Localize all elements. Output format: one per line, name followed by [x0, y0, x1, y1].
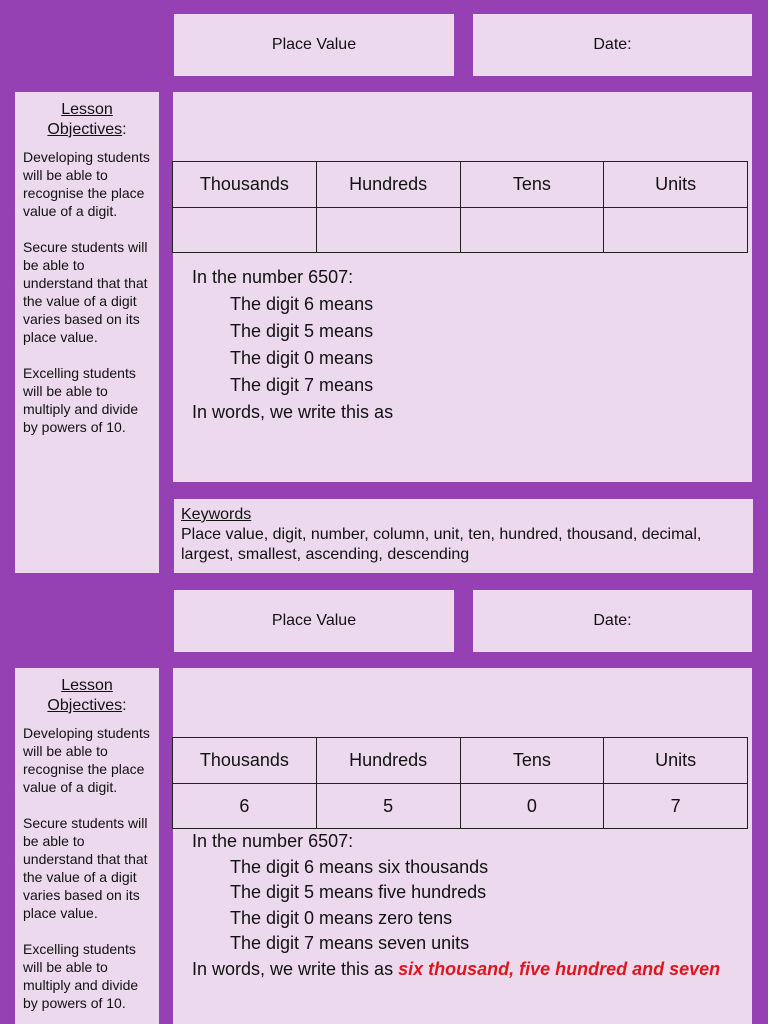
digit-line: The digit 0 means zero tens: [230, 907, 453, 928]
table-cell-hundreds[interactable]: 5: [316, 784, 460, 829]
table-cell-units[interactable]: [604, 208, 748, 253]
table-cell-units[interactable]: 7: [604, 784, 748, 829]
date-label: Date:: [593, 612, 632, 629]
table-header-units: Units: [604, 738, 748, 784]
table-cell-tens[interactable]: 0: [460, 784, 604, 829]
lesson-objectives-heading: Lesson Objectives:: [47, 677, 127, 714]
title-box: [174, 590, 454, 652]
lesson-objectives-panel: [15, 668, 159, 1024]
digit-line: The digit 7 means: [230, 375, 374, 395]
lesson-objectives-heading: Lesson Objectives:: [47, 101, 127, 138]
words-line: In words, we write this as: [192, 402, 394, 422]
table-header-tens: Tens: [460, 162, 604, 208]
digit-line: The digit 0 means: [230, 348, 374, 368]
date-box: [473, 14, 752, 76]
question-intro: In the number 6507:: [192, 831, 354, 851]
question-text: [192, 829, 742, 980]
date-box: [473, 590, 752, 652]
date-label: Date:: [593, 36, 632, 53]
page-title: Place Value: [271, 612, 357, 629]
lesson-objectives-panel: [15, 92, 159, 573]
objective-excelling: Excelling students will be able to multiply and divide by powers of 10.: [23, 941, 139, 1011]
keywords-panel: [174, 499, 753, 573]
table-header-thousands: Thousands: [173, 738, 317, 784]
digit-line: The digit 6 means six thousands: [230, 856, 489, 877]
place-value-table: [172, 161, 748, 253]
table-header-hundreds: Hundreds: [316, 738, 460, 784]
table-cell-hundreds[interactable]: [316, 208, 460, 253]
title-box: [174, 14, 454, 76]
place-value-table: [172, 737, 748, 829]
table-cell-tens[interactable]: [460, 208, 604, 253]
page-title: Place Value: [271, 36, 357, 53]
table-header-hundreds: Hundreds: [316, 162, 460, 208]
question-text: [192, 264, 742, 426]
objective-secure: Secure students will be able to understand that that the value of a digit varies based on its place value.: [23, 239, 148, 345]
table-cell-thousands[interactable]: [173, 208, 317, 253]
table-cell-thousands[interactable]: 6: [173, 784, 317, 829]
question-intro: In the number 6507:: [192, 267, 354, 287]
table-header-tens: Tens: [460, 738, 604, 784]
keywords-text: Place value, digit, number, column, unit, ten, hundred, thousand, decimal, largest, smallest, ascending, descending: [181, 526, 702, 563]
table-header-units: Units: [604, 162, 748, 208]
words-line: In words, we write this as six thousand, five hundred and seven: [192, 958, 721, 979]
digit-line: The digit 5 means: [230, 321, 374, 341]
digit-line: The digit 6 means: [230, 294, 374, 314]
keywords-heading: Keywords: [181, 506, 252, 523]
objective-secure: Secure students will be able to understand that that the value of a digit varies based on its place value.: [23, 815, 148, 921]
objective-developing: Developing students will be able to recognise the place value of a digit.: [23, 149, 150, 219]
digit-line: The digit 7 means seven units: [230, 933, 470, 953]
table-header-thousands: Thousands: [173, 162, 317, 208]
words-answer: six thousand, five hundred and seven: [398, 958, 721, 979]
objective-developing: Developing students will be able to recognise the place value of a digit.: [23, 725, 150, 795]
digit-line: The digit 5 means five hundreds: [230, 882, 487, 902]
objective-excelling: Excelling students will be able to multiply and divide by powers of 10.: [23, 365, 139, 435]
